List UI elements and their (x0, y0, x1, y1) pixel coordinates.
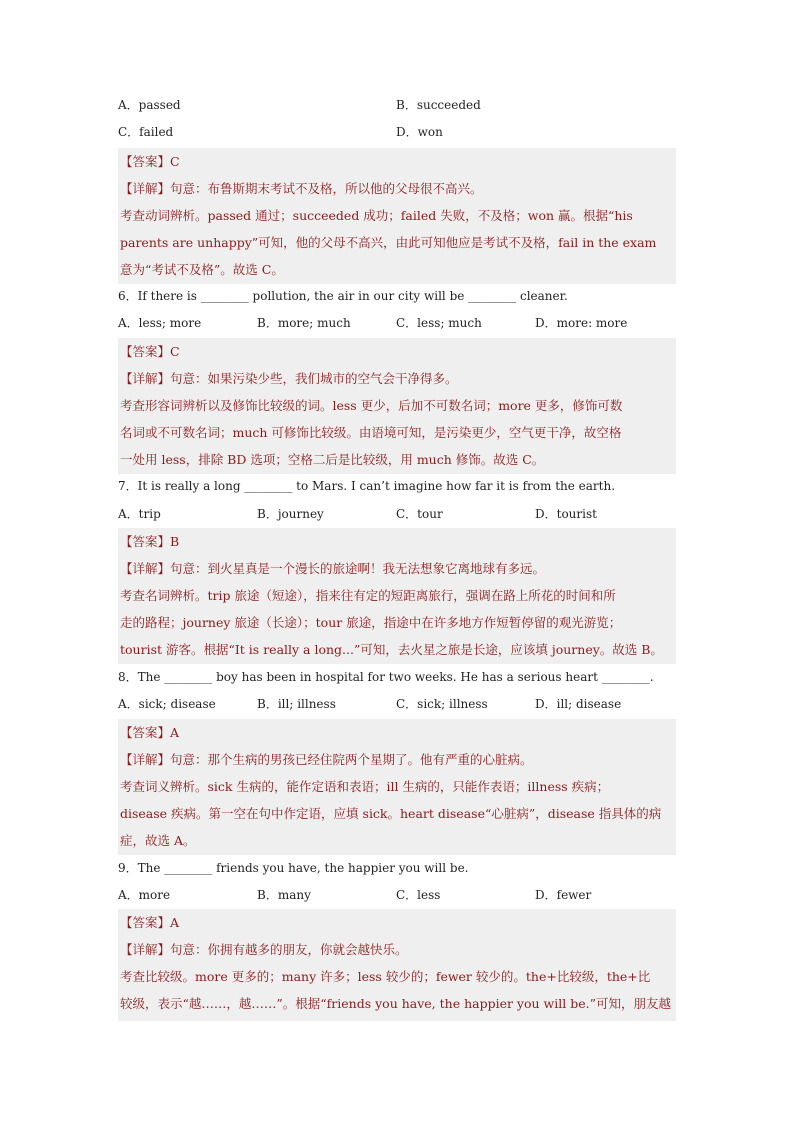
q8-answer-block (118, 719, 676, 855)
q8-detail-line: 考查词义辨析。sick 生病的，能作定语和表语；ill 生病的，只能作表语；illness 疾病； (120, 779, 610, 794)
q6-option-a: A．less; more (118, 316, 202, 330)
q7-stem: 7．It is really a long ________ to Mars. I can’t imagine how far it is from the earth. (118, 479, 616, 493)
q8-option-d: D．ill; disease (535, 697, 622, 711)
q9-answer: 【答案】A (120, 915, 180, 930)
q9-option-b: B．many (257, 888, 311, 902)
q8-detail-line: 症，故选 A。 (120, 833, 196, 848)
q7-detail-line: tourist 游客。根据“It is really a long...”可知，去火星之旅是长途，应该填 journey。故选 B。 (120, 642, 663, 657)
q8-option-b: B．ill; illness (257, 697, 336, 711)
q8-detail-line: 【详解】句意：那个生病的男孩已经住院两个星期了。他有严重的心脏病。 (120, 752, 533, 767)
q9-option-d: D．fewer (535, 888, 592, 902)
q5-answer: 【答案】C (120, 154, 180, 169)
q6-stem: 6．If there is ________ pollution, the air in our city will be ________ cleaner. (118, 289, 568, 303)
q5-option-a: A．passed (118, 98, 181, 112)
q7-option-d: D．tourist (535, 507, 597, 521)
q6-option-c: C．less; much (396, 316, 482, 330)
q9-answer-block (118, 909, 676, 1021)
q6-detail-line: 【详解】句意：如果污染少些，我们城市的空气会干净得多。 (120, 371, 458, 386)
q7-option-a: A．trip (118, 507, 161, 521)
q7-option-c: C．tour (396, 507, 443, 521)
q7-option-b: B．journey (257, 507, 324, 521)
q6-detail-line: 名词或不可数名词；much 可修饰比较级。由语境可知，是污染更少，空气更干净，故空格 (120, 425, 622, 440)
q5-detail-line: 【详解】句意：布鲁斯期末考试不及格，所以他的父母很不高兴。 (120, 181, 483, 196)
q5-detail-line: parents are unhappy”可知，他的父母不高兴，由此可知他应是考试不及格，fail in the exam (120, 235, 657, 250)
q9-detail-line: 考查比较级。more 更多的；many 许多；less 较少的；fewer 较少的。the+比较级，the+比 (120, 969, 651, 984)
q8-stem: 8．The ________ boy has been in hospital for two weeks. He has a serious heart ________. (118, 670, 654, 684)
q5-detail-line: 意为“考试不及格”。故选 C。 (120, 262, 284, 277)
q8-detail-line: disease 疾病。第一空在句中作定语，应填 sick。heart disease“心脏病”，disease 指具体的病 (120, 806, 662, 821)
q6-detail-line: 一处用 less，排除 BD 选项；空格二后是比较级，用 much 修饰。故选 C。 (120, 452, 545, 467)
q6-detail-line: 考查形容词辨析以及修饰比较级的词。less 更少，后加不可数名词；more 更多，修饰可数 (120, 398, 623, 413)
q5-option-d: D．won (396, 125, 443, 139)
q7-answer: 【答案】B (120, 534, 180, 549)
q6-option-d: D．more: more (535, 316, 628, 330)
q7-detail-line: 走的路程；journey 旅途（长途）；tour 旅途，指途中在许多地方作短暂停留的观光游览； (120, 615, 622, 630)
q8-option-c: C．sick; illness (396, 697, 488, 711)
q6-answer: 【答案】C (120, 344, 180, 359)
q7-detail-line: 考查名词辨析。trip 旅途（短途），指来往有定的短距离旅行，强调在路上所花的时间和所 (120, 588, 616, 603)
q5-answer-block (118, 148, 676, 284)
q7-detail-line: 【详解】句意：到火星真是一个漫长的旅途啊！我无法想象它离地球有多远。 (120, 561, 546, 576)
q9-stem: 9．The ________ friends you have, the happier you will be. (118, 861, 469, 875)
q9-option-a: A．more (118, 888, 171, 902)
q5-option-b: B．succeeded (396, 98, 481, 112)
q5-option-c: C．failed (118, 125, 174, 139)
q8-answer: 【答案】A (120, 725, 180, 740)
q9-detail-line: 【详解】句意：你拥有越多的朋友，你就会越快乐。 (120, 942, 408, 957)
q5-detail-line: 考查动词辨析。passed 通过；succeeded 成功；failed 失败，不及格；won 赢。根据“his (120, 208, 633, 223)
q9-detail-line: 较级，表示“越……，越……”。根据“friends you have, the happier you will be.”可知，朋友越 (120, 996, 671, 1011)
q7-answer-block (118, 528, 676, 664)
q6-option-b: B．more; much (257, 316, 351, 330)
q6-answer-block (118, 338, 676, 474)
q9-option-c: C．less (396, 888, 441, 902)
q8-option-a: A．sick; disease (118, 697, 216, 711)
